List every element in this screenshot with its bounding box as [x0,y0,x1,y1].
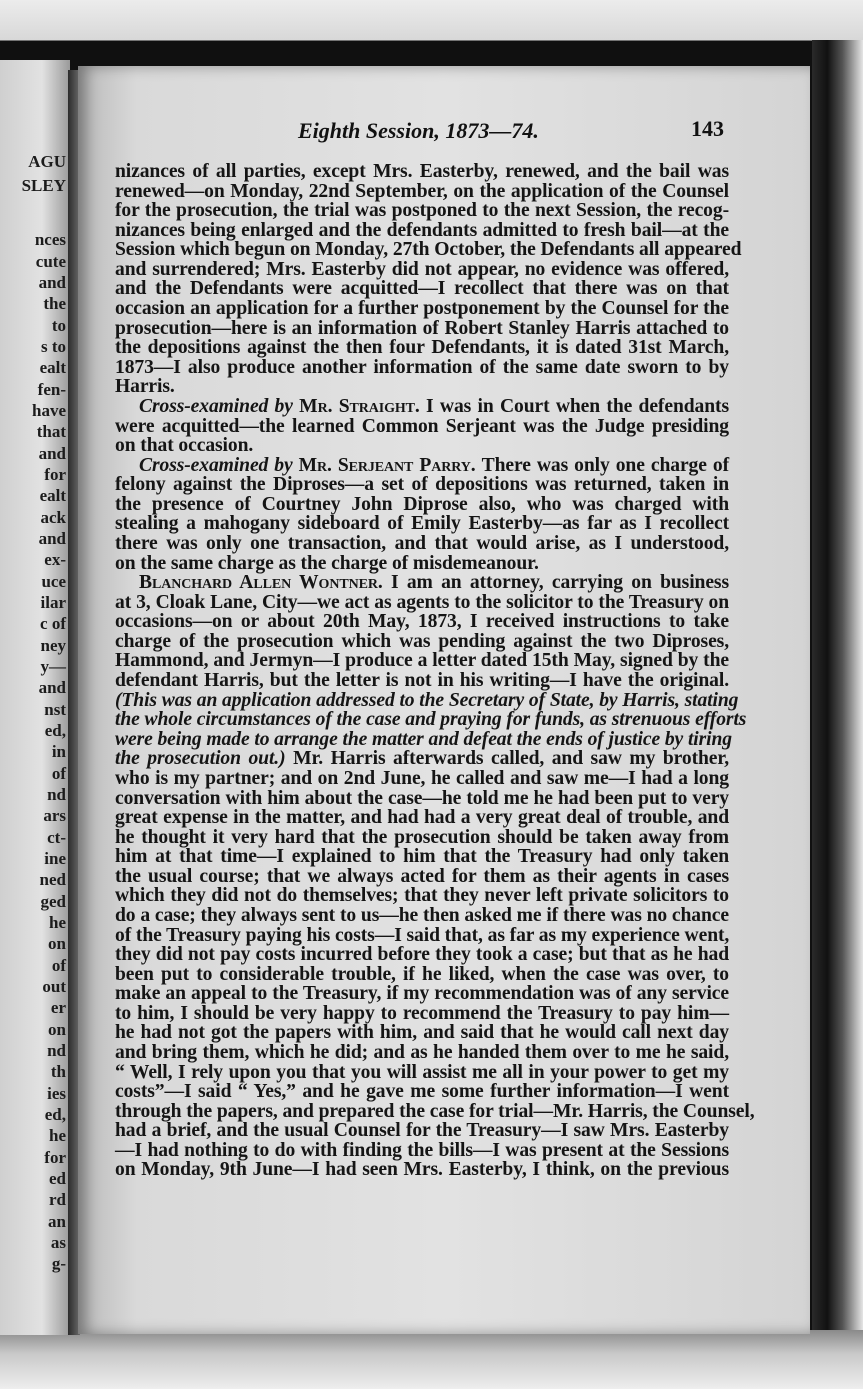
facing-page-text: uce [41,572,66,591]
text-line [115,534,729,554]
facing-page-text: ack [40,508,66,527]
facing-page-text: ealt [39,486,66,505]
text-line [115,319,729,339]
text-line [115,260,729,280]
line-text: great expense in the matter, and had had a very great deal of trouble, and [115,807,729,829]
facing-page-text: of [51,956,66,975]
facing-page-text: ged [40,892,66,911]
facing-page-text: and [38,529,66,548]
line-text: I was in Court when the defendants [426,395,729,417]
text-line [115,475,729,495]
line-text: the presence of Courtney John Diprose also, who was charged with [115,493,729,515]
line-text: do a case; they always sent to us—he then asked me if there was no chance [115,904,729,926]
facing-page-text: for [44,1148,66,1167]
speaker-name: Blanchard Allen Wontner. [139,572,391,594]
text-line [115,1004,729,1024]
facing-page-text: out [42,977,66,996]
line-text: the depositions against the then four Defendants, it is dated 31st March, [115,337,729,359]
text-line [115,554,729,574]
line-text: through the papers, and prepared the case for trial—Mr. Harris, the Counsel, [115,1100,755,1122]
facing-page-text: er [50,998,66,1017]
facing-page-text: ned [39,870,66,889]
italic-lead: Cross-examined by [139,395,300,417]
text-line [115,201,729,221]
text-line [115,573,729,593]
line-text: Hammond, and Jermyn—I produce a letter dated 15th May, signed by the [115,650,729,672]
facing-page-text: s to [40,337,66,356]
facing-page-text: on [48,934,66,953]
facing-page-text: and [38,444,66,463]
running-head: Eighth Session, 1873—74. [298,118,539,143]
speaker-name: Mr. Straight. [299,395,427,417]
facing-page-text: an [48,1212,66,1231]
page-header [78,118,810,152]
line-text: and bring them, which he did; and as he handed them over to me he said, [115,1042,729,1064]
text-line [115,984,729,1004]
facing-page-text: he [49,913,66,932]
text-line [115,456,729,476]
text-line [115,338,729,358]
line-text: 1873—I also produce another information of the same date sworn to by [115,356,729,378]
facing-page-text: ealt [39,358,66,377]
speaker-name: Mr. Serjeant Parry. [298,454,482,476]
facing-page-text: have [32,401,66,420]
line-text: of the Treasury paying his costs—I said that, as far as my experience went, [115,924,730,946]
line-text: to him, I should be very happy to recommend the Treasury to pay him— [115,1002,729,1024]
text-line [115,808,729,828]
text-line [115,632,729,652]
line-text: costs”—I said “ Yes,” and he gave me some further information—I went [115,1081,729,1103]
line-text: the usual course; that we always acted for them as their agents in cases [115,865,729,887]
text-line [115,358,729,378]
line-text: conversation with him about the case—he told me he had been put to very [115,787,729,809]
facing-page-text: th [50,1062,66,1081]
line-text: on the same charge as the charge of misdemeanour. [115,552,539,574]
facing-page-text: the [43,294,66,313]
facing-page-text: ed, [44,1105,66,1124]
text-line [115,728,733,750]
line-text: they did not pay costs incurred before they took a case; but that as he had [115,944,729,966]
facing-page-text: fen- [37,380,66,399]
text-line [115,886,729,906]
facing-page-text: ilar [40,593,66,612]
facing-page-text: and [38,273,66,292]
facing-page-text: as [50,1233,66,1252]
facing-page-text: that [36,422,66,441]
text-line [115,945,729,965]
facing-page-text: to [51,316,66,335]
line-text: renewed—on Monday, 22nd September, on the application of the Counsel [115,180,729,202]
text-line [115,1121,729,1141]
facing-page-text: AGU [28,152,66,171]
text-line [115,417,729,437]
facing-page-text: nd [47,1041,66,1060]
line-text: which they did not do themselves; that they never left private solicitors to [115,885,729,907]
facing-page-text: ed, [44,721,66,740]
facing-page-text: y— [40,657,66,676]
facing-page-text: SLEY [21,176,66,195]
line-text: nizances of all parties, except Mrs. Easterby, renewed, and the bail was [115,161,729,182]
italic-lead: Cross-examined by [139,454,299,476]
facing-page-text: ex- [44,550,66,569]
text-line [115,1141,729,1161]
line-text: —I had nothing to do with finding the bills—I was present at the Sessions [115,1139,729,1161]
text-line [115,1023,729,1043]
line-text: him at that time—I explained to him that the Treasury had only taken [115,846,729,868]
line-text: on Monday, 9th June—I had seen Mrs. Easterby, I think, on the previous [115,1159,729,1181]
text-line [115,906,729,926]
italic-lead: the prosecution out.) [115,748,294,770]
facing-page-text: for [44,465,66,484]
facing-page-text: on [48,1020,66,1039]
text-line [115,789,729,809]
line-text: occasion an application for a further postponement by the Counsel for the [115,298,729,320]
text-line [115,749,729,769]
line-text: at 3, Cloak Lane, City—we act as agents to the solicitor to the Treasury on [115,591,729,613]
page-number: 143 [691,116,724,141]
facing-page-text: c of [40,614,66,633]
line-text: charge of the prosecution which was pending against the two Diproses, [115,630,729,652]
text-line [115,769,729,789]
facing-page-text: nces [34,230,66,249]
text-line [115,514,729,534]
line-text: Mr. Harris afterwards called, and saw my brother, [293,748,729,770]
facing-page-text: nd [47,785,66,804]
text-line [115,651,729,671]
facing-page-text: cute [35,252,66,271]
line-text: on that occasion. [115,435,254,457]
line-text: been put to considerable trouble, if he liked, when the case was over, to [115,963,729,985]
text-line [115,593,729,613]
text-line [115,1082,729,1102]
facing-page-text: ars [43,806,66,825]
line-text: had a brief, and the usual Counsel for the Treasury—I saw Mrs. Easterby [115,1120,729,1142]
line-text: occasions—on or about 20th May, 1873, I received instructions to take [115,611,729,633]
line-text: felony against the Diproses—a set of depositions was returned, taken in [115,474,729,496]
facing-page-text: ies [47,1084,66,1103]
italic-text: were being made to arrange the matter and defeat the ends of justice by tiring [115,728,733,750]
text-line [115,1063,729,1083]
line-text: and the Defendants were acquitted—I recollect that there was on that [115,278,729,300]
facing-page-fragment [0,60,70,1335]
text-line [115,1160,729,1180]
text-line [115,867,729,887]
table-surface [0,1330,863,1389]
text-line [115,709,747,731]
text-line [115,239,742,261]
italic-text: the whole circumstances of the case and praying for funds, as strenuous efforts [115,709,747,731]
facing-page-text: ney [40,636,66,655]
line-text: prosecution—here is an information of Robert Stanley Harris attached to [115,317,729,339]
text-line [115,671,729,691]
facing-page-text: in [51,742,66,761]
book-page [78,66,810,1334]
text-line [115,221,729,241]
line-text: I am an attorney, carrying on business [390,572,729,594]
italic-text: (This was an application addressed to the Secretary of State, by Harris, stating [115,689,739,711]
text-line [115,1100,755,1122]
text-line [115,299,729,319]
text-line [115,1043,729,1063]
facing-page-text: nst [44,700,66,719]
text-line [115,162,729,182]
text-line [115,828,729,848]
line-text: make an appeal to the Treasury, if my recommendation was of any service [115,983,729,1005]
line-text: There was only one charge of [481,454,729,476]
facing-page-text: rd [49,1190,66,1209]
line-text: “ Well, I rely upon you that you will assist me all in your power to get my [115,1061,729,1083]
facing-page-text: ed [49,1169,66,1188]
text-line [115,182,729,202]
text-line [115,279,729,299]
text-line [115,689,739,711]
text-line [115,926,729,946]
line-text: Session which begun on Monday, 27th October, the Defendants all appeared [115,239,742,261]
text-line [115,397,729,417]
line-text: he had not got the papers with him, and said that he would call next day [115,1022,729,1044]
facing-page-text: ct- [47,828,66,847]
line-text: nizances being enlarged and the defendants admitted to fresh bail—at the [115,219,729,241]
line-text: were acquitted—the learned Common Serjeant was the Judge presiding [115,415,729,437]
text-line [115,965,729,985]
line-text: there was only one transaction, and that would arise, as I understood, [115,532,729,554]
text-line [115,436,729,456]
line-text: Harris. [115,376,175,398]
book-cover-edge [812,40,863,1340]
facing-page-text: ine [44,849,66,868]
line-text: and surrendered; Mrs. Easterby did not appear, no evidence was offered, [115,258,729,280]
text-line [115,847,729,867]
line-text: for the prosecution, the trial was postponed to the next Session, the recog- [115,200,729,222]
line-text: he thought it very hard that the prosecution should be taken away from [115,826,729,848]
facing-page-text: of [51,764,66,783]
text-line [115,495,729,515]
line-text: who is my partner; and on 2nd June, he called and saw me—I had a long [115,767,729,789]
facing-page-text: he [49,1126,66,1145]
line-text: stealing a mahogany sideboard of Emily Easterby—as far as I recollect [115,513,729,535]
text-line [115,377,729,397]
text-line [115,612,729,632]
facing-page-text: g- [51,1254,66,1273]
body-text [115,161,755,1181]
line-text: defendant Harris, but the letter is not in his writing—I have the original. [115,670,729,692]
facing-page-text: and [38,678,66,697]
